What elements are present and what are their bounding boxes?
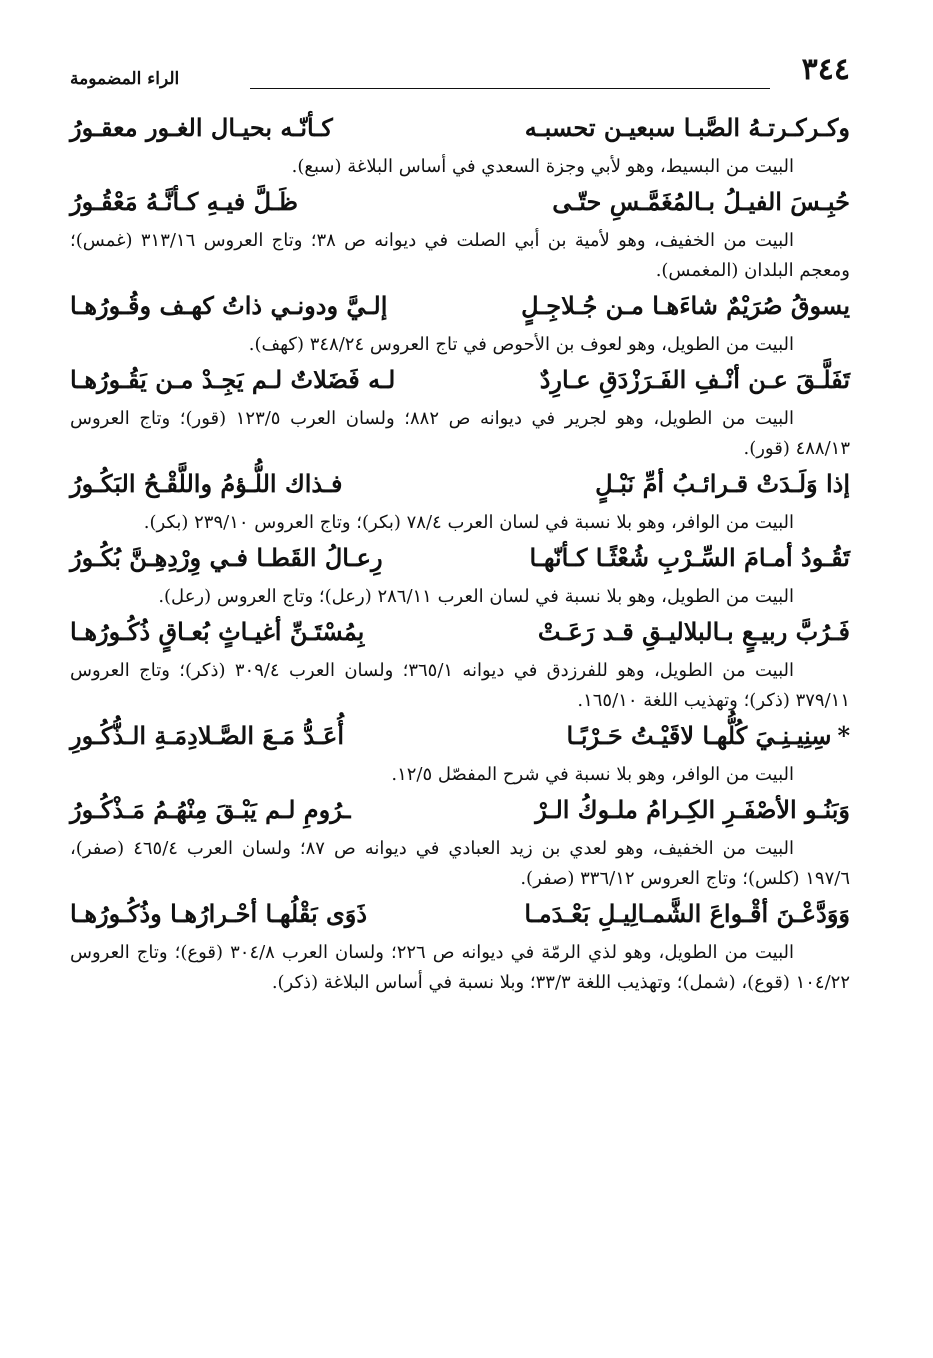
verse-entry [70,790,850,894]
note-text: البيت من الخفيف، وهو لعدي بن زيد العبادي في ديوانه ص ٨٧؛ ولسان العرب ٤٦٥/٤ (صفر)، ١٩٧/٦ (كلس)؛ وتاج العروس ٣٣٦/١٢ (صفر). [70,838,850,889]
verse-line [70,612,850,656]
verse-entry [70,538,850,612]
second-hemistich: ذَوَى بَقْلُهـا أحْـرارُهـا وذُكُـورُهـا [70,899,368,928]
verse-line [70,360,850,404]
second-hemistich: بِمُسْتَـنِّ أغيـاثٍ بُعـاقٍ ذُكُـورُهـا [70,617,365,646]
second-hemistich: أُعَـدُّ مَـعَ الصَّـلادِمَـةِ الـذُّكُـورِ [70,721,344,750]
first-hemistich-text: سِنِيـنِـيَ كُلُّهـا لاقَيْـتُ حَـرْبًـا [566,721,832,750]
first-hemistich: وَبَنُـو الأصْفَـرِ الكِـرامُ ملـوكُ الـرْ [535,795,850,824]
verse-entry [70,286,850,360]
verse-note [70,834,850,894]
verse-line [70,538,850,582]
verse-note [70,404,850,464]
note-text: البيت من الطويل، وهو لجرير في ديوانه ص ٨٨٢؛ ولسان العرب ١٢٣/٥ (قور)؛ وتاج العروس ٤٨٨/١٣ (قور). [70,408,850,459]
second-hemistich: إلـيَّ ودونـي ذاتُ كهـف وقُـورُهـا [70,291,388,320]
verse-line [70,182,850,226]
first-hemistich: وَوَدَّعْـنَ أقْـواعَ الشَّمـالِيـلِ بَعْـدَمـا [524,899,850,928]
first-hemistich: تَقُـودُ أمـامَ السِّـرْبِ شُعْثًـا كـأنّهـا [529,543,850,572]
verse-note [70,152,850,182]
verse-entry [70,894,850,998]
star-marker: * [837,721,850,750]
note-text: البيت من الخفيف، وهو لأمية بن أبي الصلت في ديوانه ص ٣٨؛ وتاج العروس ٣١٣/١٦ (غمس)؛ ومعجم البلدان (المغمس). [70,230,850,281]
first-hemistich: يسوقُ صُرَيْمٌ شاءَهـا مـن جُـلاجِـلٍ [521,291,850,320]
first-hemistich: وكـركـرتـهُ الصَّبـا سبعيـن تحسبـه [524,113,850,142]
first-hemistich [567,716,850,756]
verse-entry [70,612,850,716]
verse-line [70,894,850,938]
verse-entry [70,464,850,538]
verse-line [70,790,850,834]
verse-note [70,226,850,286]
verse-note [70,330,850,360]
header-rule [250,88,770,89]
note-text: البيت من الطويل، وهو لذي الرمّة في ديوانه ص ٢٢٦؛ ولسان العرب ٣٠٤/٨ (قوع)؛ وتاج العروس ١٠٤/٢٢ (قوع)، (شمل)؛ وتهذيب اللغة ٣٣/٣؛ وبلا نسبة في أساس البلاغة (ذكر). [70,942,850,993]
page-content [70,108,850,998]
note-text: البيت من الوافر، وهو بلا نسبة في شرح المفصّل ١٢/٥. [391,764,794,785]
verse-line [70,464,850,508]
verse-note [70,760,850,790]
second-hemistich: ظَـلَّ فيـهِ كـأنَّـهُ مَعْقُـورُ [70,187,298,216]
second-hemistich: فـذاك اللُّـؤمُ واللَّقْـحُ البَكُـورُ [70,469,343,498]
page-number: ٣٤٤ [801,52,850,87]
verse-line [70,716,850,760]
running-title: الراء المضمومة [70,69,180,89]
second-hemistich: ـرُومِ لـم يَبْـقَ مِنْهُـمُ مَـذْكُـورُ [70,795,351,824]
verse-line [70,286,850,330]
second-hemistich: لـه فَضَلاتٌ لـم يَجِـدْ مـن يَقُـورُهـا [70,365,396,394]
first-hemistich: حُبِـسَ الفيـلُ بـالمُغَمَّـسِ حتّـى [552,187,850,216]
verse-entry [70,716,850,790]
verse-note [70,582,850,612]
first-hemistich: فَـرُبَّ ربيـعٍ بـالبلاليـقِ قـد رَعَـتْ [537,617,850,646]
verse-note [70,938,850,998]
verse-entry [70,182,850,286]
note-text: البيت من الطويل، وهو لعوف بن الأحوص في تاج العروس ٣٤٨/٢٤ (كهف). [248,334,794,355]
verse-note [70,508,850,538]
second-hemistich: كـأنّـه بحيـال الغـور معقـورُ [70,113,333,142]
verse-entry [70,360,850,464]
note-text: البيت من الوافر، وهو بلا نسبة في لسان العرب ٧٨/٤ (بكر)؛ وتاج العروس ٢٣٩/١٠ (بكر). [143,512,794,533]
second-hemistich: رِعـالُ القَطـا فـي وِرْدِهِـنَّ بُكُـورُ [70,543,383,572]
note-text: البيت من الطويل، وهو للفرزدق في ديوانه ٣٦٥/١؛ ولسان العرب ٣٠٩/٤ (ذكر)؛ وتاج العروس ٣٧٩/١١ (ذكر)؛ وتهذيب اللغة ١٦٥/١٠. [70,660,850,711]
first-hemistich: تَفَلَّـقَ عـن أنْـفِ الفَـرَزْدَقِ عـارِدٌ [539,365,850,394]
first-hemistich: إذا وَلَـدَتْ قـرائـبُ أمِّ نَبْـلٍ [595,469,850,498]
verse-entry [70,108,850,182]
note-text: البيت من الطويل، وهو بلا نسبة في لسان العرب ٢٨٦/١١ (رعل)؛ وتاج العروس (رعل). [158,586,794,607]
note-text: البيت من البسيط، وهو لأبي وجزة السعدي في أساس البلاغة (سبع). [291,156,794,177]
verse-line [70,108,850,152]
page-header [70,52,850,92]
verse-note [70,656,850,716]
